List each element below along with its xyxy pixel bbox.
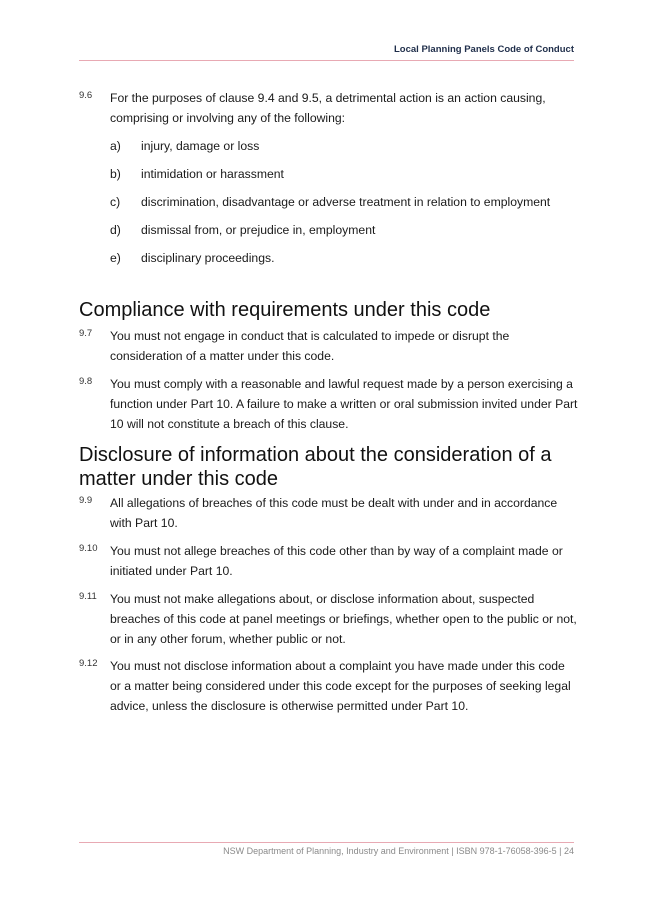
list-item-e [110,248,274,268]
list-text: injury, damage or loss [141,139,260,153]
list-letter: b) [110,167,121,181]
clause-text: You must not make allegations about, or disclose information about, suspected breaches of this code at panel meetings or briefings, whether open to the public or not, or in any other forum, whether public or not. [110,592,577,646]
section-heading-disclosure: Disclosure of information about the consideration of a matter under this code [79,444,552,490]
list-text: disciplinary proceedings. [141,251,275,265]
clause-text: You must not disclose information about a complaint you have made under this code or a matter being considered under this code except for the purposes of seeking legal advice, unless the disclosure is otherwise permitted under Part 10. [110,659,571,713]
clause-text: All allegations of breaches of this code must be dealt with under and in accordance with Part 10. [110,496,558,530]
clause-9-11 [79,589,579,649]
clause-number: 9.12 [79,658,98,669]
clause-text: You must not engage in conduct that is calculated to impede or disrupt the consideration of a matter under this code. [110,329,510,363]
running-header-title: Local Planning Panels Code of Conduct [394,44,574,55]
clause-9-10 [79,541,579,581]
clause-9-7 [79,326,579,366]
clause-9-9 [79,493,579,533]
list-item-a [110,136,259,156]
clause-number: 9.7 [79,328,93,339]
clause-text: For the purposes of clause 9.4 and 9.5, a detrimental action is an action causing, comprising or involving any of the following: [110,91,546,125]
clause-number: 9.10 [79,543,98,554]
footer-divider [79,842,574,843]
clause-number: 9.11 [79,591,97,602]
list-text: intimidation or harassment [141,167,284,181]
list-item-b [110,164,284,184]
list-item-d [110,220,375,240]
list-letter: e) [110,251,121,265]
clause-number: 9.6 [79,90,93,101]
clause-number: 9.9 [79,495,93,506]
section-heading-compliance: Compliance with requirements under this code [79,299,491,321]
list-text: discrimination, disadvantage or adverse treatment in relation to employment [141,195,551,209]
clause-number: 9.8 [79,376,93,387]
footer-text: NSW Department of Planning, Industry and Environment | ISBN 978-1-76058-396-5 | 24 [223,846,574,856]
list-letter: c) [110,195,121,209]
clause-text: You must not allege breaches of this code other than by way of a complaint made or initiated under Part 10. [110,544,563,578]
list-text: dismissal from, or prejudice in, employment [141,223,376,237]
list-letter: a) [110,139,121,153]
clause-9-12 [79,656,579,716]
clause-text: You must comply with a reasonable and lawful request made by a person exercising a function under Part 10. A failure to make a written or oral submission invited under Part 10 will not constitute a breach of this clause. [110,377,578,431]
clause-9-6 [79,88,579,128]
clause-9-8 [79,374,579,434]
list-item-c [110,192,550,212]
list-letter: d) [110,223,121,237]
header-divider [79,60,574,61]
